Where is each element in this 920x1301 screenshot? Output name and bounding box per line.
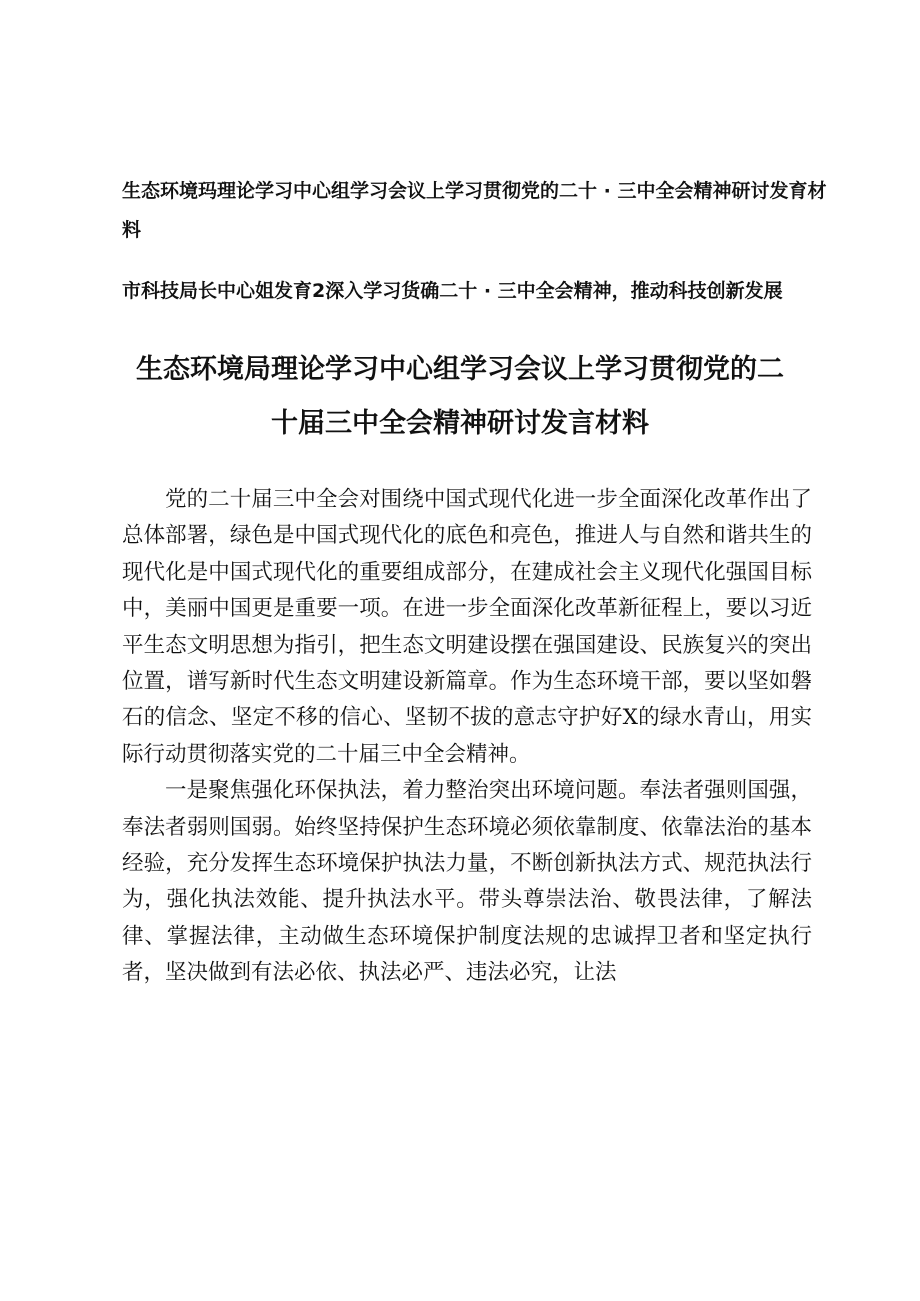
toc-entry-2[interactable]: 市科技局长中心姐发育2深入学习货确二十 · 三中全会精神，推动科技创新发展 [122, 280, 783, 302]
document-title [110, 343, 810, 451]
body-paragraph: 一是聚焦强化环保执法，着力整治突出环境问题。奉法者强则国强，奉法者弱则国弱。始终坚持保护生态环境必须依靠制度、依靠法治的基本经验，充分发挥生态环境保护执法力量，不断创新执法方式、规范执法行为，强化执法效能、提升执法水平。带头尊崇法治、敬畏法律，了解法律、掌握法律，主动做生态环境保护制度法规的忠诚捍卫者和坚定执行者，坚决做到有法必依、执法必严、违法必究，让法 [122, 778, 812, 986]
toc-entry-1-line-1: 生态环境玛理论学习中心组学习会议上学习贯彻党的二十 · 三中全会精神研讨发育材 [122, 180, 827, 202]
title-line-1: 生态环境局理论学习中心组学习会议上学习贯彻党的二 [136, 354, 784, 385]
toc-entry-1-line-2: 料 [122, 219, 142, 241]
body-paragraph: 党的二十届三中全会对围绕中国式现代化进一步全面深化改革作出了总体部署，绿色是中国式现代化的底色和亮色，推进人与自然和谐共生的现代化是中国式现代化的重要组成部分，在建成社会主义现代化强国目标中，美丽中国更是重要一项。在进一步全面深化改革新征程上，要以习近平生态文明思想为指引，把生态文明建设摆在强国建设、民族复兴的突出位置，谱写新时代生态文明建设新篇章。作为生态环境干部，要以坚如磐石的信念、坚定不移的信心、坚韧不拔的意志守护好X的绿水青山，用实际行动贯彻落实党的二十届三中全会精神。 [122, 487, 812, 767]
document-body [122, 482, 812, 992]
title-line-2: 十届三中全会精神研讨发言材料 [271, 408, 649, 439]
toc-entry-1[interactable] [122, 178, 827, 243]
